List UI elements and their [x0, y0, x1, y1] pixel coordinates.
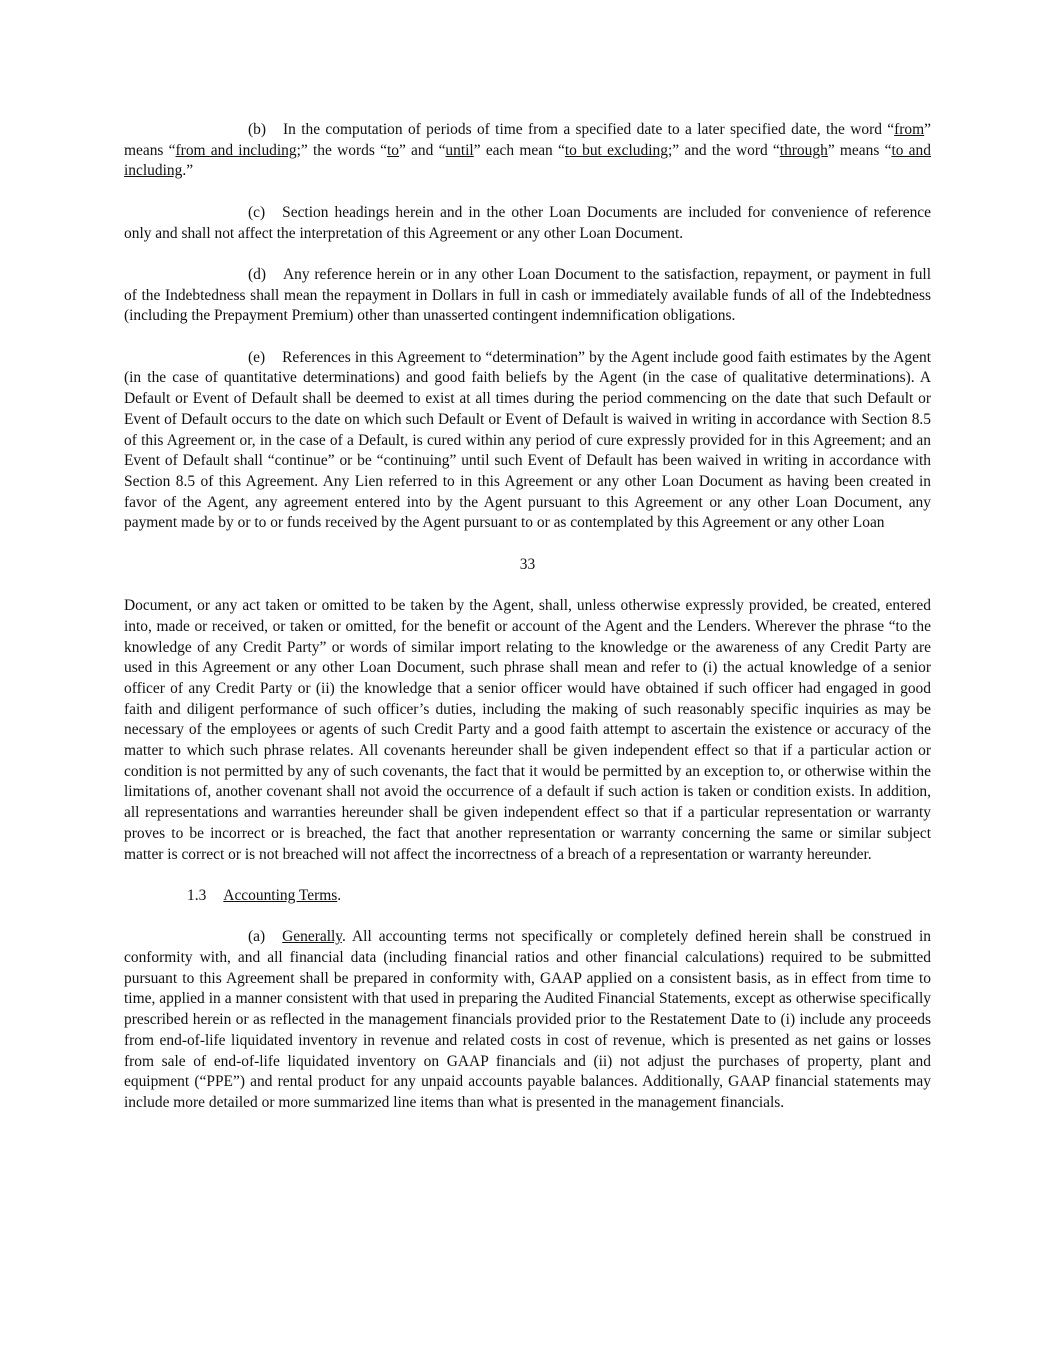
- paragraph-label: (d): [248, 265, 267, 283]
- paragraph: [124, 203, 931, 244]
- text-run: .: [337, 886, 342, 904]
- defined-term: to but excluding: [564, 141, 668, 159]
- paragraph: [124, 927, 931, 1113]
- paragraph: [124, 886, 931, 907]
- text-run: In the computation of periods of time from a specified date to a later specified date, the word “: [283, 121, 895, 138]
- defined-term: Generally: [282, 928, 342, 946]
- defined-term: to: [386, 141, 399, 159]
- defined-term: through: [779, 141, 828, 159]
- defined-term: Accounting Terms: [223, 886, 338, 904]
- paragraph: [124, 120, 931, 182]
- paragraph: [124, 596, 931, 865]
- paragraph: [124, 265, 931, 327]
- page-34-body: [124, 596, 931, 1114]
- text-run: References in this Agreement to “determination” by the Agent include good faith estimates by the Agent (in the case of quantitative determinations) and good faith beliefs by the Agent (in the case of qualitative determinations). A Default or Event of Default shall be deemed to exist at all times during the period commencing on the date that such Default or Event of Default occurs to the date on which such Default or Event of Default is waived in writing in accordance with Section 8.5 of this Agreement or, in the case of a Default, is cured within any period of cure expressly provided for in this Agreement; and an Event of Default shall “continue” or be “continuing” until such Event of Default has been waived in writing in accordance with Section 8.5 of this Agreement. Any Lien referred to in this Agreement or any other Loan Document as having been created in favor of the Agent, any agreement entered into by the Agent pursuant to this Agreement or any other Loan Document, any payment made by or to or funds received by the Agent pursuant to or as contemplated by this Agreement or any other Loan: [124, 348, 931, 532]
- text-run: ;” and the word “: [667, 141, 780, 159]
- paragraph-label: (b): [248, 121, 267, 138]
- paragraph-label: 1.3: [187, 886, 207, 904]
- defined-term: until: [445, 141, 474, 159]
- paragraph-label: (a): [248, 928, 266, 946]
- defined-term: from and including: [175, 141, 297, 159]
- text-run: ” means “: [827, 141, 892, 159]
- text-run: Document, or any act taken or omitted to be taken by the Agent, shall, unless otherwise expressly provided, be created, entered into, made or received, or taken or omitted, for the benefit or account of the Agent and the Lenders. Wherever the phrase “to the knowledge of any Credit Party” or words of similar import relating to the knowledge or the awareness of any Credit Party are used in this Agreement or any other Loan Document, such phrase shall mean and refer to (i) the actual knowledge of a senior officer of any Credit Party or (ii) the knowledge that a senior officer would have obtained if such officer had engaged in good faith and diligent performance of such officer’s duties, including the making of such reasonably specific inquiries as may be necessary of the employees or agents of such Credit Party and a good faith attempt to ascertain the existence or accuracy of the matter to which such phrase relates. All covenants hereunder shall be given independent effect so that if a particular action or condition is not permitted by any of such covenants, the fact that it would be permitted by an exception to, or otherwise within the limitations of, another covenant shall not avoid the occurrence of a default if such action is taken or condition exists. In addition, all representations and warranties hereunder shall be given independent effect so that if a particular representation or warranty proves to be incorrect or is breached, the fact that another representation or warranty concerning the same or similar subject matter is correct or is not breached will not affect the incorrectness of a breach of a representation or warranty hereunder.: [124, 597, 931, 863]
- text-run: ” and “: [398, 141, 446, 159]
- text-run: . All accounting terms not specifically or completely defined herein shall be construed in conformity with, and all financial data (including financial ratios and other financial calculations) required to be submitted pursuant to this Agreement shall be prepared in conformity with, GAAP applied on a consistent basis, as in effect from time to time, applied in a manner consistent with that used in preparing the Audited Financial Statements, except as otherwise specifically prescribed herein or as reflected in the management financials provided prior to the Restatement Date to (i) include any proceeds from end-of-life liquidated inventory in revenue and related costs in cost of revenue, which is presented as net gains or losses from sale of end-of-life liquidated inventory on GAAP financials and (ii) not adjust the purchases of property, plant and equipment (“PPE”) and rental product for any unpaid accounts payable balances. Additionally, GAAP financial statements may include more detailed or more summarized line items than what is presented in the management financials.: [124, 928, 931, 1111]
- paragraph: [124, 348, 931, 534]
- page-number: 33: [519, 555, 536, 573]
- text-run: ;” the words “: [296, 141, 387, 159]
- document-page: [124, 120, 931, 1134]
- text-run: ” each mean “: [473, 141, 565, 159]
- text-run: Any reference herein or in any other Loan Document to the satisfaction, repayment, or payment in full of the Indebtedness shall mean the repayment in Dollars in full in cash or immediately available funds of all of the Indebtedness (including the Prepayment Premium) other than unasserted contingent indemnification obligations.: [124, 265, 931, 325]
- paragraph-label: (c): [248, 203, 266, 221]
- defined-term: from: [894, 121, 925, 138]
- text-run: .”: [182, 162, 194, 180]
- defined-term: to and including: [124, 141, 931, 180]
- text-run: ” means “: [124, 121, 931, 159]
- text-run: Section headings herein and in the other Loan Documents are included for convenience of reference only and shall not affect the interpretation of this Agreement or any other Loan Document.: [124, 203, 931, 242]
- page-33-body: [124, 120, 931, 534]
- paragraph-label: (e): [248, 348, 266, 366]
